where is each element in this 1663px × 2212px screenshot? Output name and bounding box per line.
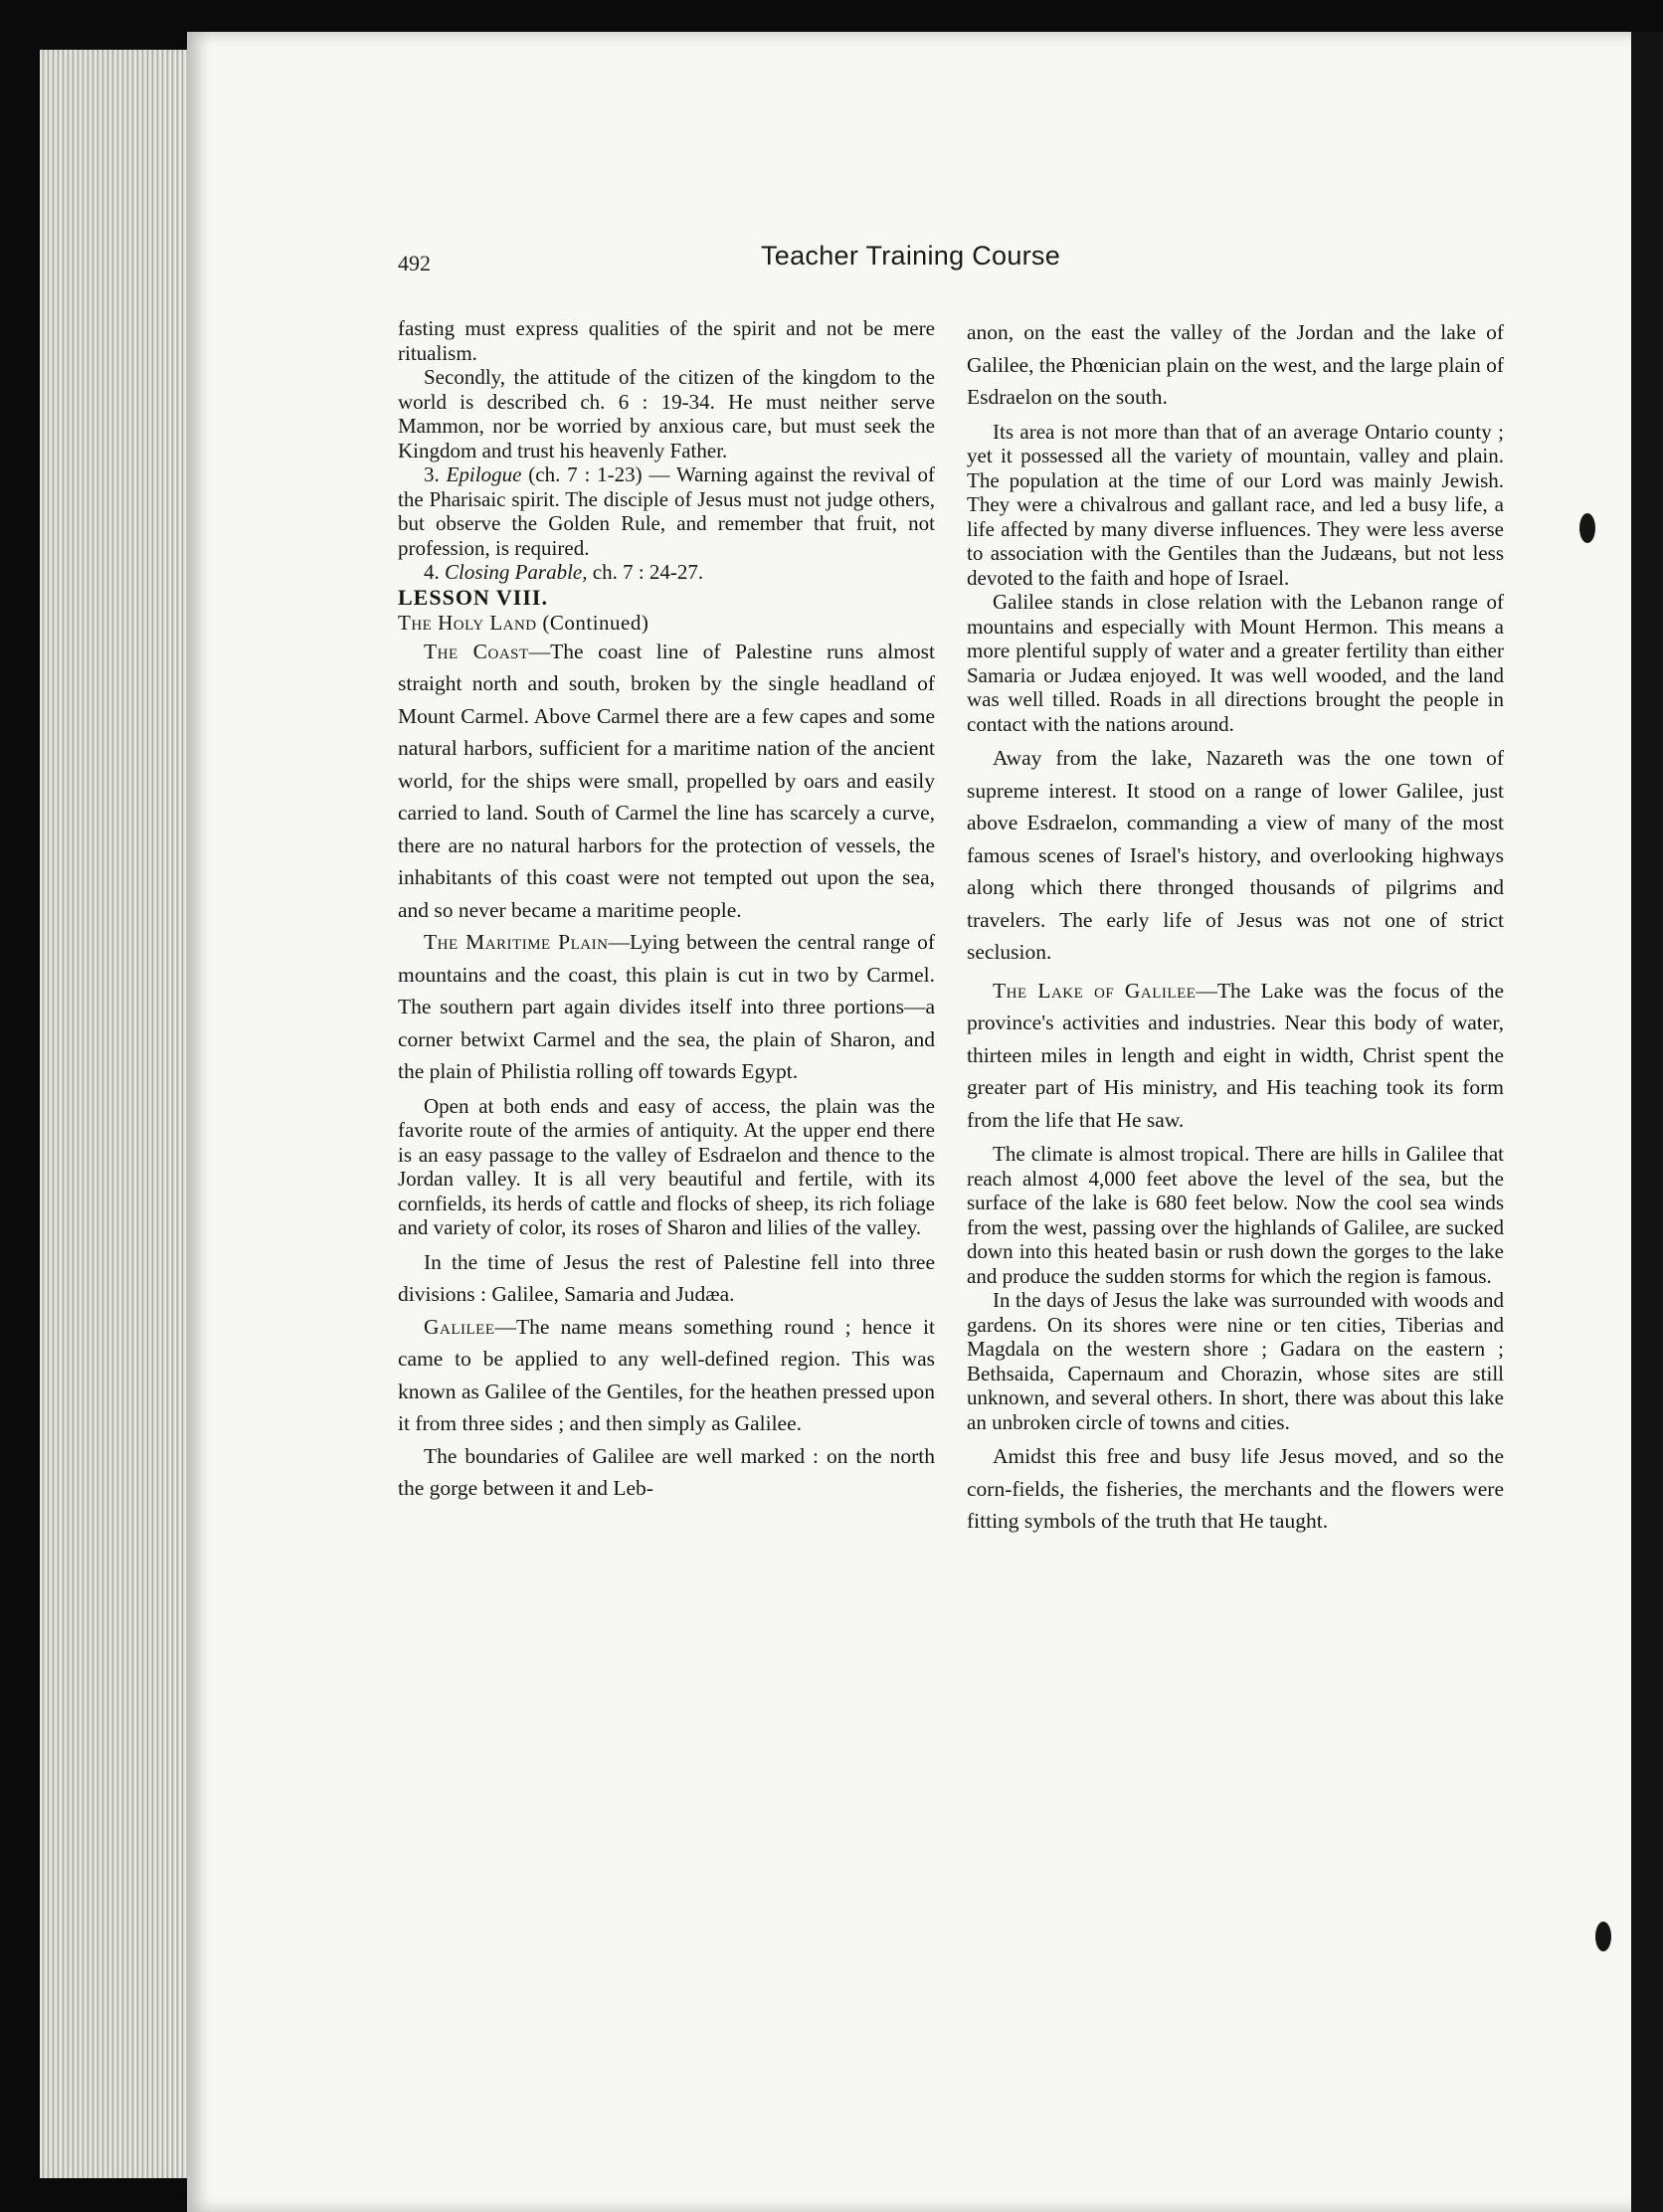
paragraph-three-divisions: In the time of Jesus the rest of Palestine fell into three divisions : Galilee, Samaria and Judæa. xyxy=(398,1249,935,1306)
left-column xyxy=(398,316,935,1505)
paragraph-climate: The climate is almost tropical. There are hills in Galilee that reach almost 4,000 feet above the level of the sea, but the surface of the lake is 680 feet below. Now the cool sea winds from the west, passing over the highlands of Galilee, are sucked down into this heated basin or rush down the gorges to the lake and produce the sudden storms for which the region is famous. xyxy=(967,1142,1504,1288)
running-head: Teacher Training Course xyxy=(761,241,1061,271)
epilogue-number: 3. xyxy=(424,462,440,486)
the-coast-text: —The coast line of Palestine runs almost straight north and south, broken by the single headland of Mount Carmel. Above Carmel there are a few capes and some natural harbors, sufficient for a maritime nation of the ancient world, for the ships were small, propelled by oars and easily carried to land. South of Carmel the line has scarcely a curve, there are no natural harbors for the protection of vessels, the inhabitants of this coast were not tempted out upon the sea, and so never became a maritime people. xyxy=(398,639,936,922)
binding-hole-lower xyxy=(1595,1922,1611,1951)
paragraph-secondly: Secondly, the attitude of the citizen of the kingdom to the world is described ch. 6 : 19-34. He must neither serve Mammon, nor be worried by anxious care, but must seek the Kingdom and trust his heavenly Father. xyxy=(398,365,935,462)
book-page-edges xyxy=(40,50,191,2178)
paragraph-fasting: fasting must express qualities of the spirit and not be mere ritualism. xyxy=(398,316,935,365)
paragraph-closing-parable xyxy=(398,560,935,585)
paragraph-nazareth: Away from the lake, Nazareth was the one town of supreme interest. It stood on a range of lower Galilee, just above Esdraelon, commanding a view of many of the most famous scenes of Israel's history, and overlooking highways along which there thronged thousands of pilgrims and travelers. The early life of Jesus was not one of strict seclusion. xyxy=(967,746,1504,964)
page-number: 492 xyxy=(398,251,431,276)
lake-of-galilee-heading: The Lake of Galilee xyxy=(993,978,1197,1003)
paragraph-the-coast xyxy=(398,636,935,927)
galilee-text: —The name means something round ; hence it came to be applied to any well-defined region. This was known as Galilee of the Gentiles, for the heathen pressed upon it from three sides ; and then simply as Galilee. xyxy=(398,1314,935,1435)
scanner-background xyxy=(1631,32,1663,2212)
paragraph-epilogue xyxy=(398,462,935,560)
paragraph-area: Its area is not more than that of an average Ontario county ; yet it possessed all the variety of mountain, valley and plain. The population at the time of our Lord was mainly Jewish. They were a chivalrous and gallant race, and led a busy life, a life affected by many diverse influences. They were less averse to association with the Gentiles than the Judæans, but not less devoted to the faith and hope of Israel. xyxy=(967,419,1504,590)
paragraph-lebanon-continued: anon, on the east the valley of the Jordan and the lake of Galilee, the Phœnician plain on the west, and the large plain of Esdraelon on the south. xyxy=(967,320,1504,409)
galilee-heading: Galilee xyxy=(424,1314,495,1339)
closing-parable-heading: Closing Parable, xyxy=(445,560,588,584)
right-column xyxy=(967,316,1504,1538)
lesson-title: LESSON VIII. xyxy=(398,584,548,610)
maritime-plain-text: —Lying between the central range of mountains and the coast, this plain is cut in two by Carmel. The southern part again divides itself into three portions—a corner betwixt Carmel and the sea, the plain of Sharon, and the plain of Philistia rolling off towards Egypt. xyxy=(398,930,935,1083)
paragraph-amidst: Amidst this free and busy life Jesus moved, and so the corn-fields, the fisheries, the merchants and the flowers were fitting symbols of the truth that He taught. xyxy=(967,1444,1504,1533)
binding-hole-upper xyxy=(1579,513,1595,543)
paragraph-maritime-plain xyxy=(398,926,935,1088)
lake-of-galilee-text: —The Lake was the focus of the province's activities and industries. Near this body of water, thirteen miles in length and eight in width, Christ spent the greater part of His ministry, and His teaching took its form from the life that He saw. xyxy=(967,978,1504,1132)
epilogue-text: (ch. 7 : 1-23) — Warning against the revival of the Pharisaic spirit. The disciple of Jesus must not judge others, but observe the Golden Rule, and remember that fruit, not profession, is required. xyxy=(398,462,936,560)
page-header xyxy=(398,241,1134,280)
paragraph-days-of-jesus: In the days of Jesus the lake was surrounded with woods and gardens. On its shores were nine or ten cities, Tiberias and Magdala on the western shore ; Gadara on the eastern ; Bethsaida, Capernaum and Chorazin, whose sites are still unknown, and several others. In short, there was about this lake an unbroken circle of towns and cities. xyxy=(967,1288,1504,1434)
epilogue-heading: Epilogue xyxy=(446,462,522,486)
paragraph-lake-of-galilee xyxy=(967,975,1504,1137)
paragraph-close-relation: Galilee stands in close relation with the Lebanon range of mountains and especially with Mount Hermon. This means a more plentiful supply of water and a greater fertility than either Samaria or Judæa enjoyed. It was well wooded, and the land was well tilled. Roads in all directions brought the people in contact with the nations around. xyxy=(967,590,1504,736)
paragraph-open-both-ends: Open at both ends and easy of access, the plain was the favorite route of the armies of antiquity. At the upper end there is an easy passage to the valley of Esdraelon and thence to the Jordan valley. It is all very beautiful and fertile, with its cornfields, its herds of cattle and flocks of sheep, its rich foliage and variety of color, its roses of Sharon and lilies of the valley. xyxy=(398,1093,935,1239)
the-coast-heading: The Coast xyxy=(424,639,529,663)
maritime-plain-heading: The Maritime Plain xyxy=(424,930,609,954)
closing-parable-number: 4. xyxy=(424,560,440,584)
lesson-subtitle-caps: The Holy Land xyxy=(398,610,537,635)
paragraph-galilee xyxy=(398,1311,935,1440)
lesson-subtitle xyxy=(398,611,935,636)
lesson-subtitle-continued: (Continued) xyxy=(536,610,649,635)
paragraph-boundaries: The boundaries of Galilee are well marked : on the north the gorge between it and Leb- xyxy=(398,1443,935,1500)
closing-parable-text: ch. 7 : 24-27. xyxy=(587,560,704,584)
